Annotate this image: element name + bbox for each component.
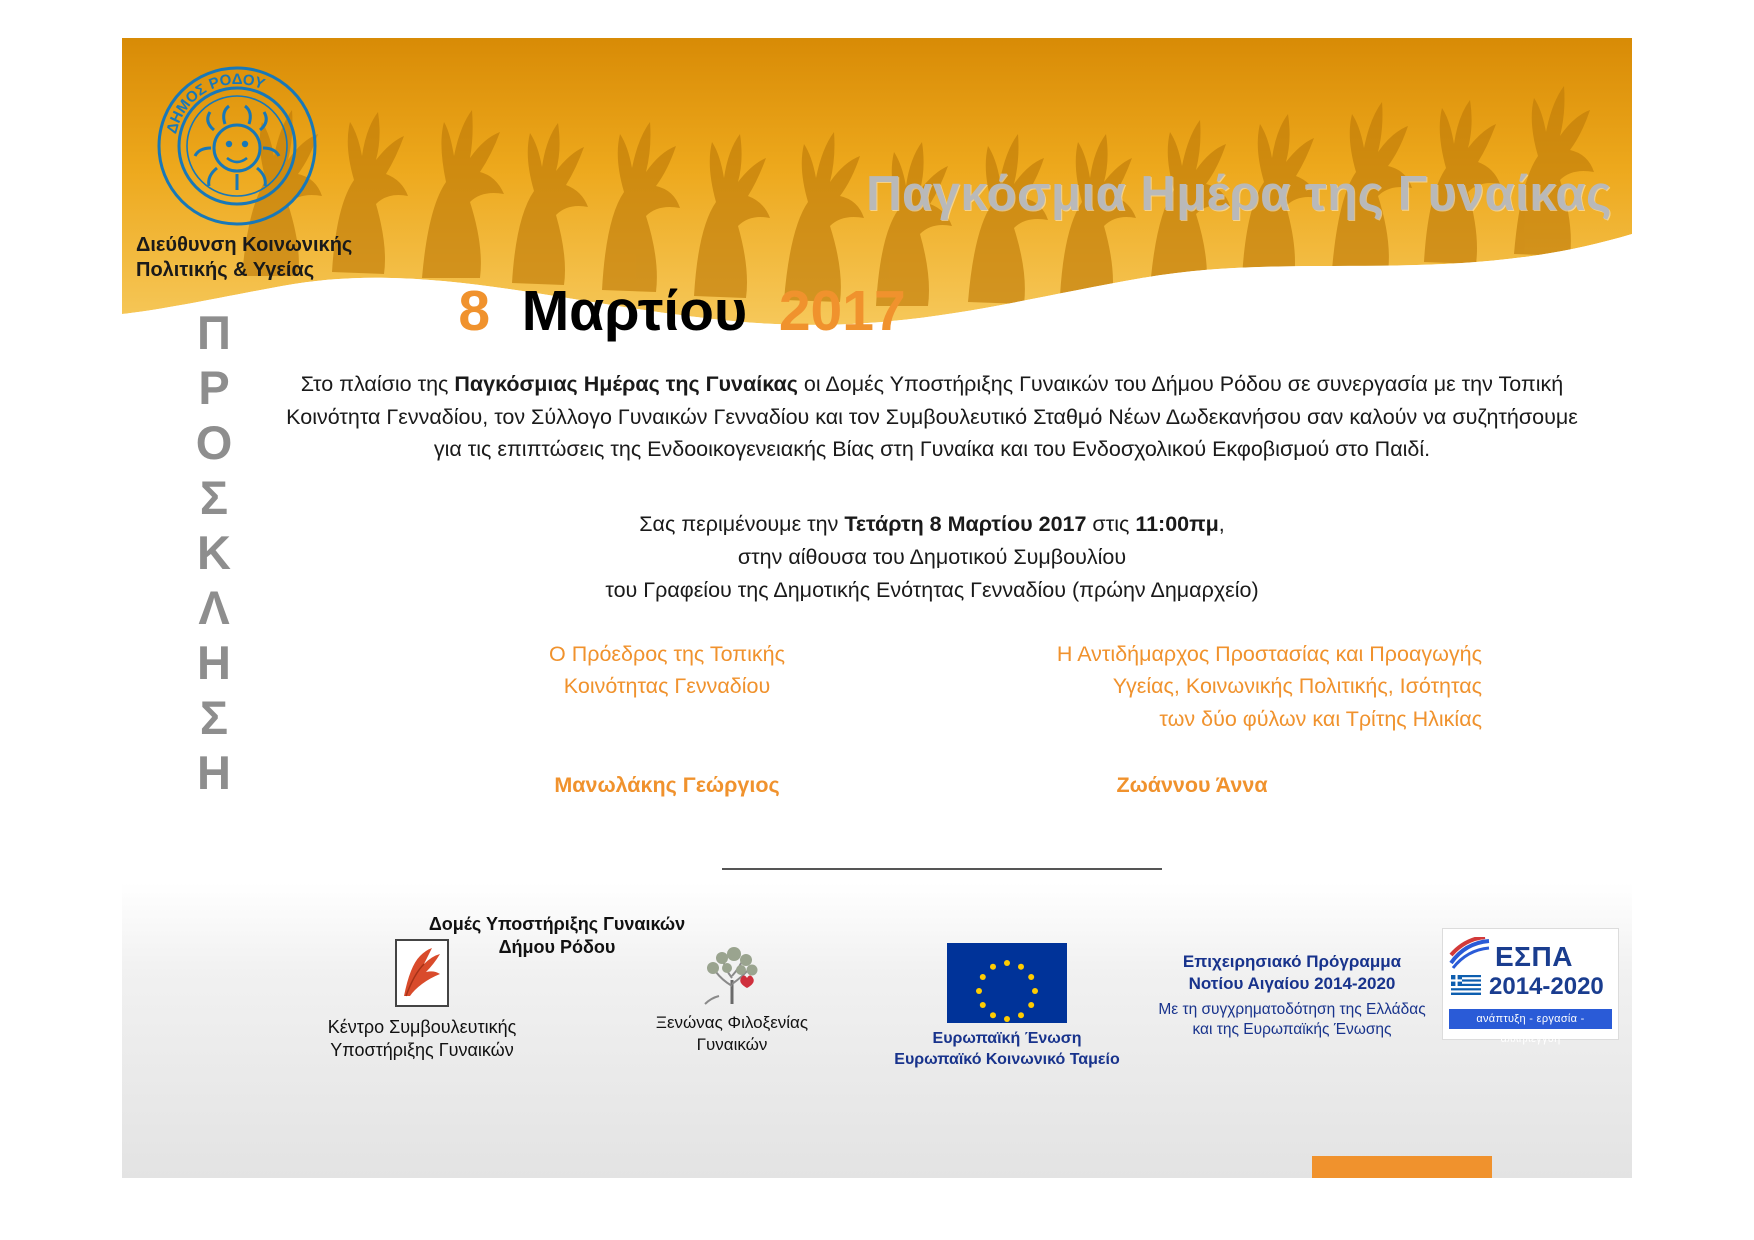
footer-bar xyxy=(122,883,1632,1178)
svg-text:ΔΗΜΟΣ ΡΟΔΟΥ: ΔΗΜΟΣ ΡΟΔΟΥ xyxy=(163,70,268,136)
details-bold-date: Τετάρτη 8 Μαρτίου 2017 xyxy=(844,512,1087,537)
operational-programme-block xyxy=(1142,951,1442,1040)
women-structures-line1: Δομές Υποστήριξης Γυναικών xyxy=(428,914,686,934)
divider-rule xyxy=(722,868,1162,870)
greek-flag-icon xyxy=(1451,975,1481,995)
eu-block xyxy=(872,943,1142,1071)
espa-tagline: ανάπτυξη - εργασία - αλληλεγγύη xyxy=(1449,1009,1612,1029)
signature-right-title-line1: Η Αντιδήμαρχος Προστασίας και Προαγωγής xyxy=(1056,642,1482,666)
op-title-line2: Νοτίου Αιγαίου 2014-2020 xyxy=(1188,974,1396,994)
vertical-letter: Ο xyxy=(195,415,233,469)
department-line-1: Διεύθυνση Κοινωνικής xyxy=(136,234,353,256)
eu-caption-line1: Ευρωπαϊκή Ένωση xyxy=(932,1030,1082,1047)
body-text xyxy=(282,368,1582,607)
espa-logo-block xyxy=(1442,928,1632,1045)
signature-left-name: Μανωλάκης Γεώργιος xyxy=(554,773,780,797)
vertical-letter: Η xyxy=(197,635,231,689)
paragraph-intro-part1: Στο πλαίσιο της xyxy=(300,372,455,396)
paragraph-intro-part2: οι Δομές Υποστήριξης Γυναικών του Δήμου Ρόδου σε συνεργασία με την Τοπική Κοινότητα Γενναδίου, τον Σύλλογο Γυναικών Γενναδίου και τον Συμβουλευτικό Σταθμό Νέων Δωδεκανήσου σαν καλούν να συζητήσουμε για τις επιπτώσεις της Ενδοοικογενειακής Βίας στη Γυναίκα και του Ενδοσχολικού Εκφοβισμού στο Παιδί. xyxy=(286,372,1578,462)
signature-left-title xyxy=(452,638,882,703)
vertical-invitation-label xyxy=(174,306,254,801)
tree-logo-icon xyxy=(689,938,775,1008)
signature-left-title-line2: Κοινότητας Γενναδίου xyxy=(563,674,771,699)
op-sub-line1: Με τη συγχρηματοδότηση της Ελλάδας xyxy=(1158,1001,1426,1019)
hostel-block xyxy=(582,938,882,1056)
hand-logo-icon xyxy=(392,938,452,1010)
event-year: 2017 xyxy=(778,279,906,343)
details-bold-time: 11:00πμ xyxy=(1135,512,1219,537)
counseling-center-block xyxy=(272,938,572,1063)
espa-swoosh-icon xyxy=(1449,937,1491,969)
signature-right-title xyxy=(862,638,1482,735)
vertical-letter: Σ xyxy=(199,690,229,744)
vertical-letter: Λ xyxy=(198,580,230,634)
event-month: Μαρτίου xyxy=(521,279,748,343)
vertical-letter: Ρ xyxy=(198,360,230,414)
women-structures-line2: Δήμου Ρόδου xyxy=(498,937,616,958)
paragraph-details xyxy=(282,508,1582,607)
vertical-letter: Π xyxy=(197,306,231,359)
hostel-caption xyxy=(582,1012,882,1056)
signature-right-name: Ζωάννου Άννα xyxy=(1116,773,1268,797)
eu-flag-icon xyxy=(947,943,1067,1023)
espa-years: 2014-2020 xyxy=(1489,973,1604,1000)
op-sub-line2: και της Ευρωπαϊκής Ένωσης xyxy=(1192,1021,1392,1039)
event-day: 8 xyxy=(458,279,491,343)
hostel-line1: Ξενώνας Φιλοξενίας xyxy=(655,1013,809,1032)
signature-left-title-line1: Ο Πρόεδρος της Τοπικής xyxy=(549,642,785,666)
op-subtitle xyxy=(1142,1000,1442,1040)
municipality-seal-icon xyxy=(157,66,317,226)
espa-word: ΕΣΠΑ xyxy=(1495,941,1573,972)
details-line3: του Γραφείου της Δημοτικής Ενότητας Γενναδίου (πρώην Δημαρχείο) xyxy=(605,578,1259,603)
espa-logo xyxy=(1442,928,1619,1045)
counseling-center-line2: Υποστήριξης Γυναικών xyxy=(330,1040,514,1061)
invitation-poster xyxy=(122,38,1632,1178)
details-part2: στις xyxy=(1086,512,1136,537)
hostel-line2: Γυναικών xyxy=(696,1035,768,1055)
event-date xyxy=(322,278,1042,344)
eu-caption-line2: Ευρωπαϊκό Κοινωνικό Ταμείο xyxy=(894,1050,1120,1068)
vertical-letter: Η xyxy=(197,745,231,799)
signature-right-title-line3: των δύο φύλων και Τρίτης Ηλικίας xyxy=(1159,706,1482,731)
details-part1: Σας περιμένουμε την xyxy=(639,512,845,537)
banner-title: Παγκόσμια Ημέρα της Γυναίκας xyxy=(866,167,1612,221)
paragraph-intro xyxy=(282,368,1582,466)
vertical-letter: Κ xyxy=(197,525,231,579)
details-line2: στην αίθουσα του Δημοτικού Συμβουλίου xyxy=(737,545,1127,570)
vertical-letter: Σ xyxy=(199,470,229,524)
op-title-line1: Επιχειρησιακό Πρόγραμμα xyxy=(1182,952,1402,971)
counseling-center-line1: Κέντρο Συμβουλευτικής xyxy=(327,1017,517,1037)
department-name xyxy=(136,233,352,283)
footer-orange-accent xyxy=(1312,1156,1492,1178)
op-title xyxy=(1142,951,1442,995)
details-part3: , xyxy=(1218,512,1225,537)
paragraph-intro-bold: Παγκόσμιας Ημέρας της Γυναίκας xyxy=(454,372,798,396)
department-line-2: Πολιτικής & Υγείας xyxy=(136,259,315,281)
signature-right-title-line2: Υγείας, Κοινωνικής Πολιτικής, Ισότητας xyxy=(1112,674,1482,699)
eu-caption xyxy=(872,1029,1142,1071)
counseling-center-caption xyxy=(272,1016,572,1063)
